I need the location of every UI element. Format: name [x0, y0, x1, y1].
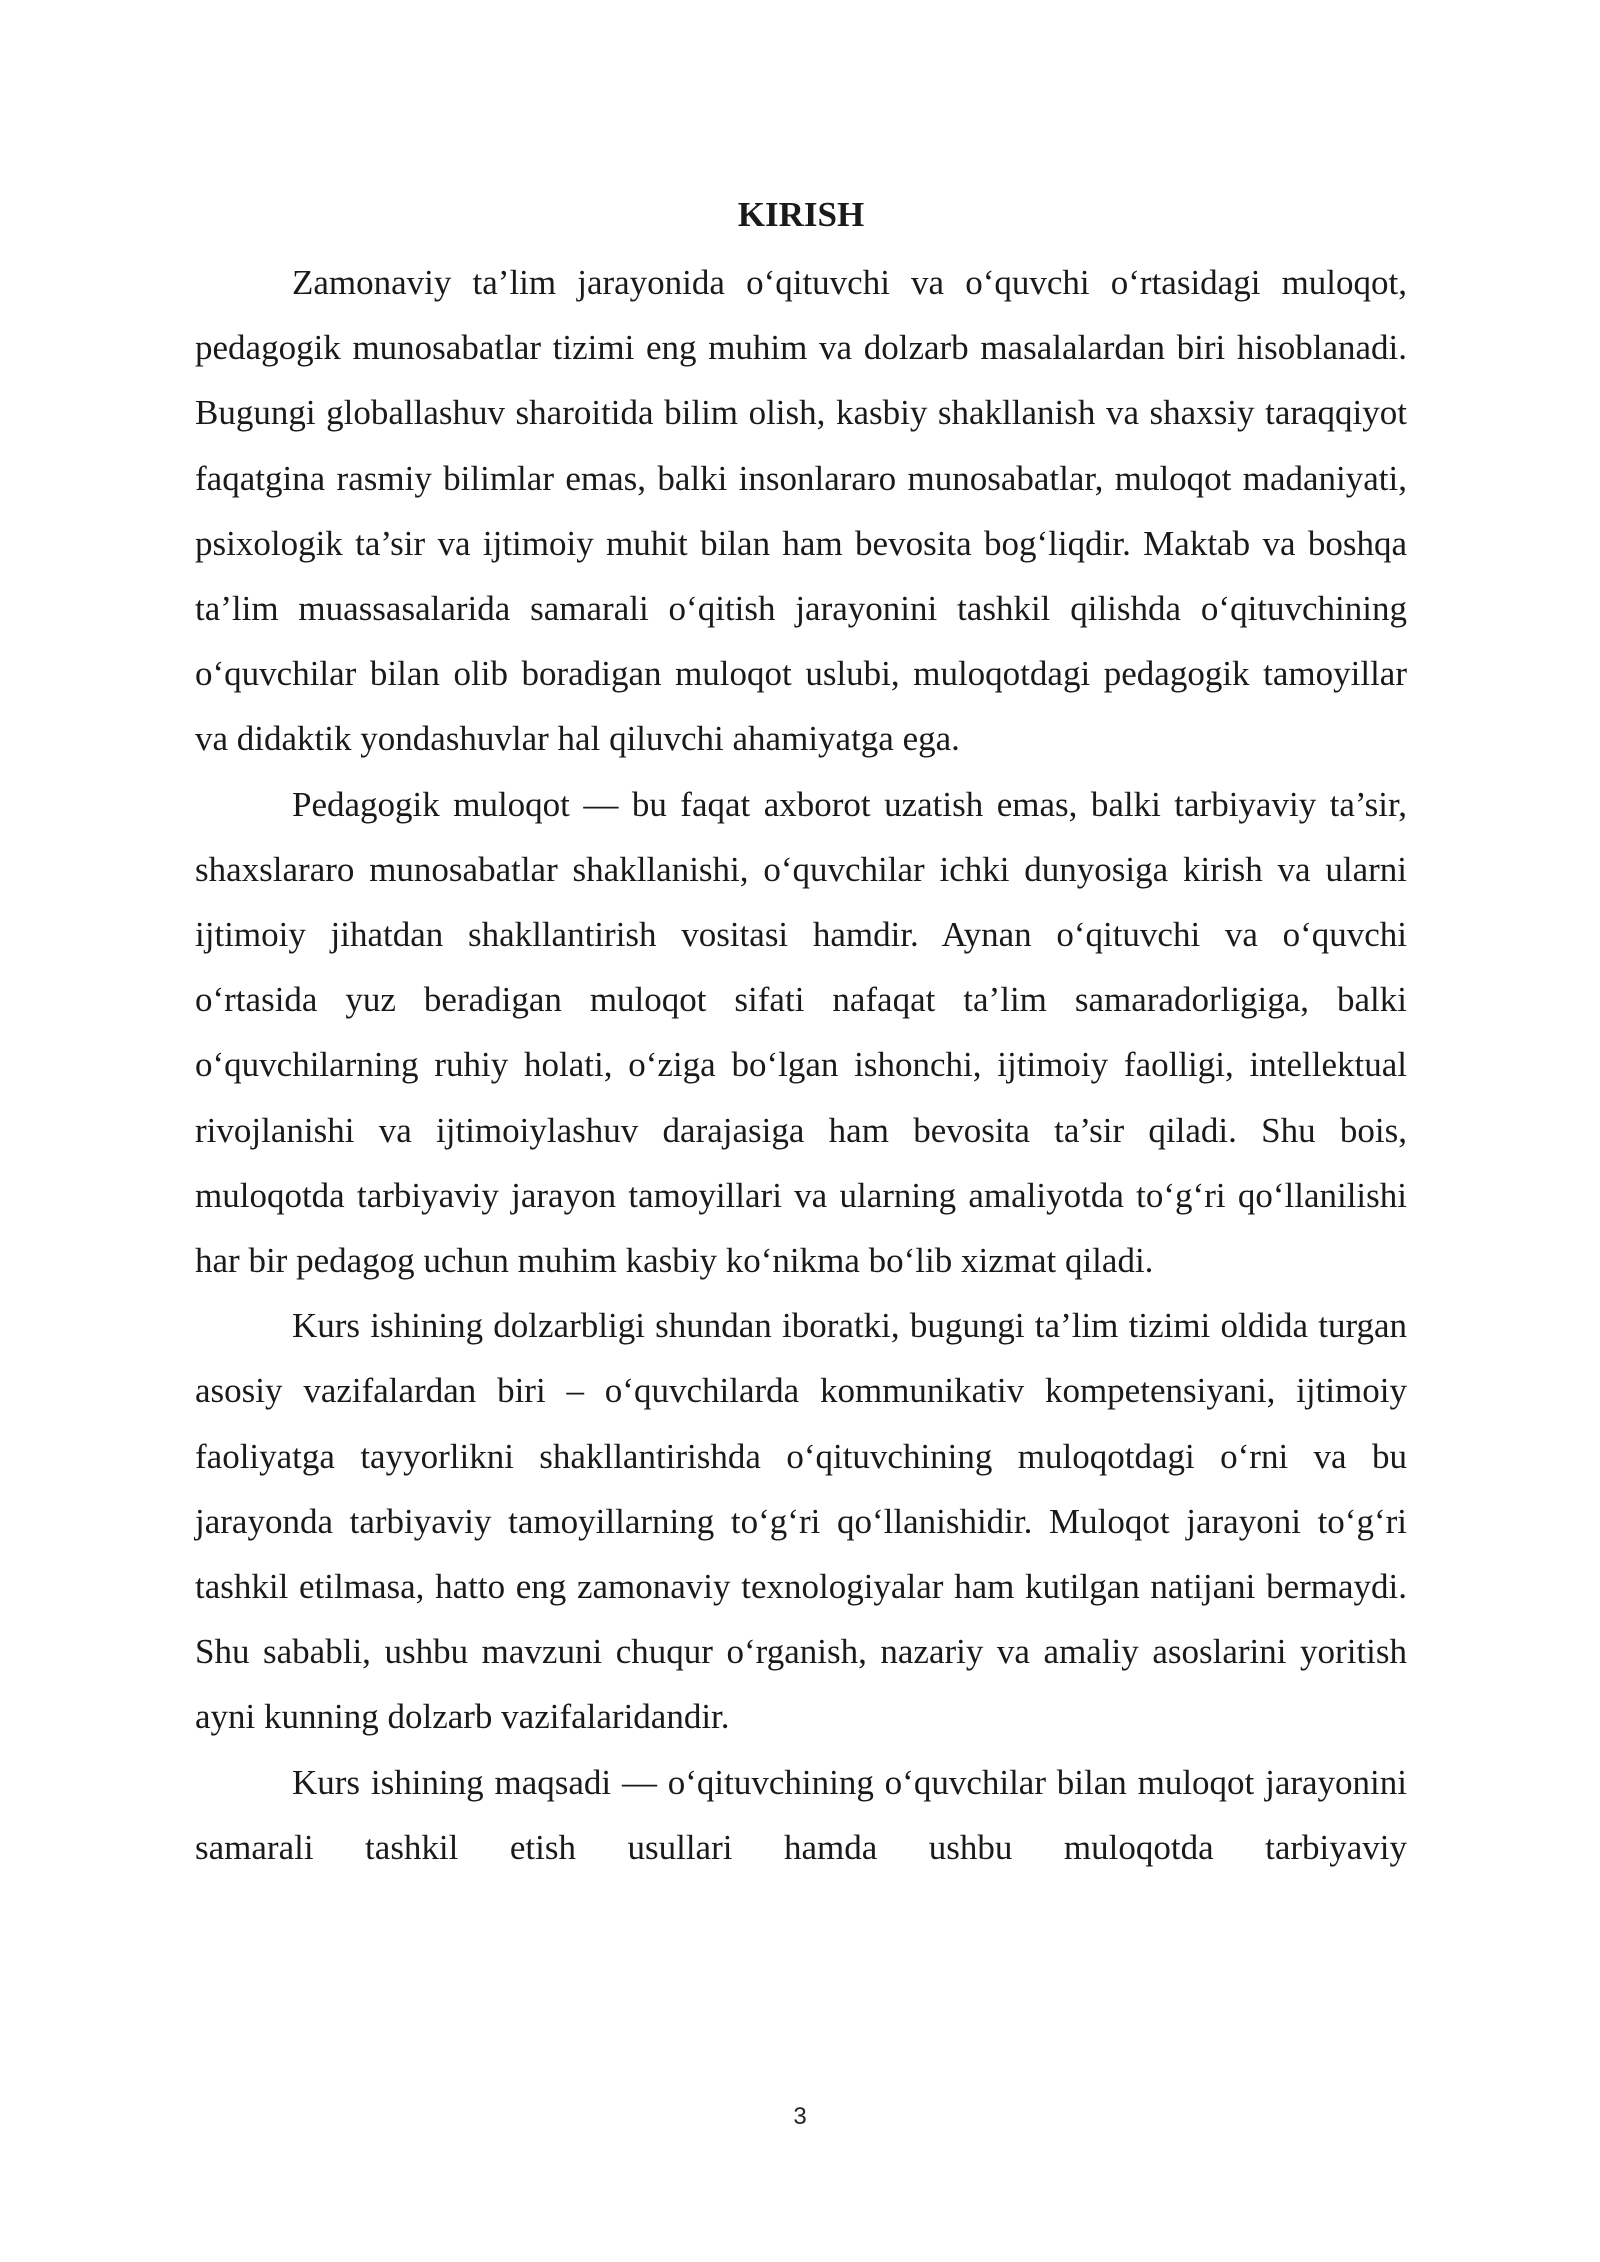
paragraph-3: Kurs ishining dolzarbligi shundan iboratki, bugungi ta’lim tizimi oldida turgan asosiy vazifalardan biri – o‘quvchilarda kommunikativ kompetensiyani, ijtimoiy faoliyatga tayyorlikni shakllantirishda o‘qituvchining muloqotdagi o‘rni va bu jarayonda tarbiyaviy tamoyillarning to‘g‘ri qo‘llanishidir. Muloqot jarayoni to‘g‘ri tashkil etilmasa, hatto eng zamonaviy texnologiyalar ham kutilgan natijani bermaydi. Shu sababli, ushbu mavzuni chuqur o‘rganish, nazariy va amaliy asoslarini yoritish ayni kunning dolzarb vazifalaridandir. [195, 1306, 1407, 1737]
page-number: 3 [793, 2103, 807, 2130]
page-title: KIRISH [737, 195, 865, 234]
paragraph-1: Zamonaviy ta’lim jarayonida o‘qituvchi va o‘quvchi o‘rtasidagi muloqot, pedagogik munosabatlar tizimi eng muhim va dolzarb masalalardan biri hisoblanadi. Bugungi globallashuv sharoitida bilim olish, kasbiy shakllanish va shaxsiy taraqqiyot faqatgina rasmiy bilimlar emas, balki insonlararo munosabatlar, muloqot madaniyati, psixologik ta’sir va ijtimoiy muhit bilan ham bevosita bog‘liqdir. Maktab va boshqa ta’lim muassasalarida samarali o‘qitish jarayonini tashkil qilishda o‘qituvchining o‘quvchilar bilan olib boradigan muloqot uslubi, muloqotdagi pedagogik tamoyillar va didaktik yondashuvlar hal qiluvchi ahamiyatga ega. [195, 263, 1407, 759]
paragraph-4: Kurs ishining maqsadi — o‘qituvchining o‘quvchilar bilan muloqot jarayonini samarali tashkil etish usullari hamda ushbu muloqotda tarbiyaviy [195, 1762, 1407, 1867]
page-content [195, 190, 1407, 1880]
paragraph-2: Pedagogik muloqot — bu faqat axborot uzatish emas, balki tarbiyaviy ta’sir, shaxslararo munosabatlar shakllanishi, o‘quvchilar ichki dunyosiga kirish va ularni ijtimoiy jihatdan shakllantirish vositasi hamdir. Aynan o‘qituvchi va o‘quvchi o‘rtasida yuz beradigan muloqot sifati nafaqat ta’lim samaradorligiga, balki o‘quvchilarning ruhiy holati, o‘ziga bo‘lgan ishonchi, ijtimoiy faolligi, intellektual rivojlanishi va ijtimoiylashuv darajasiga ham bevosita ta’sir qiladi. Shu bois, muloqotda tarbiyaviy jarayon tamoyillari va ularning amaliyotda to‘g‘ri qo‘llanilishi har bir pedagog uchun muhim kasbiy ko‘nikma bo‘lib xizmat qiladi. [195, 784, 1407, 1281]
